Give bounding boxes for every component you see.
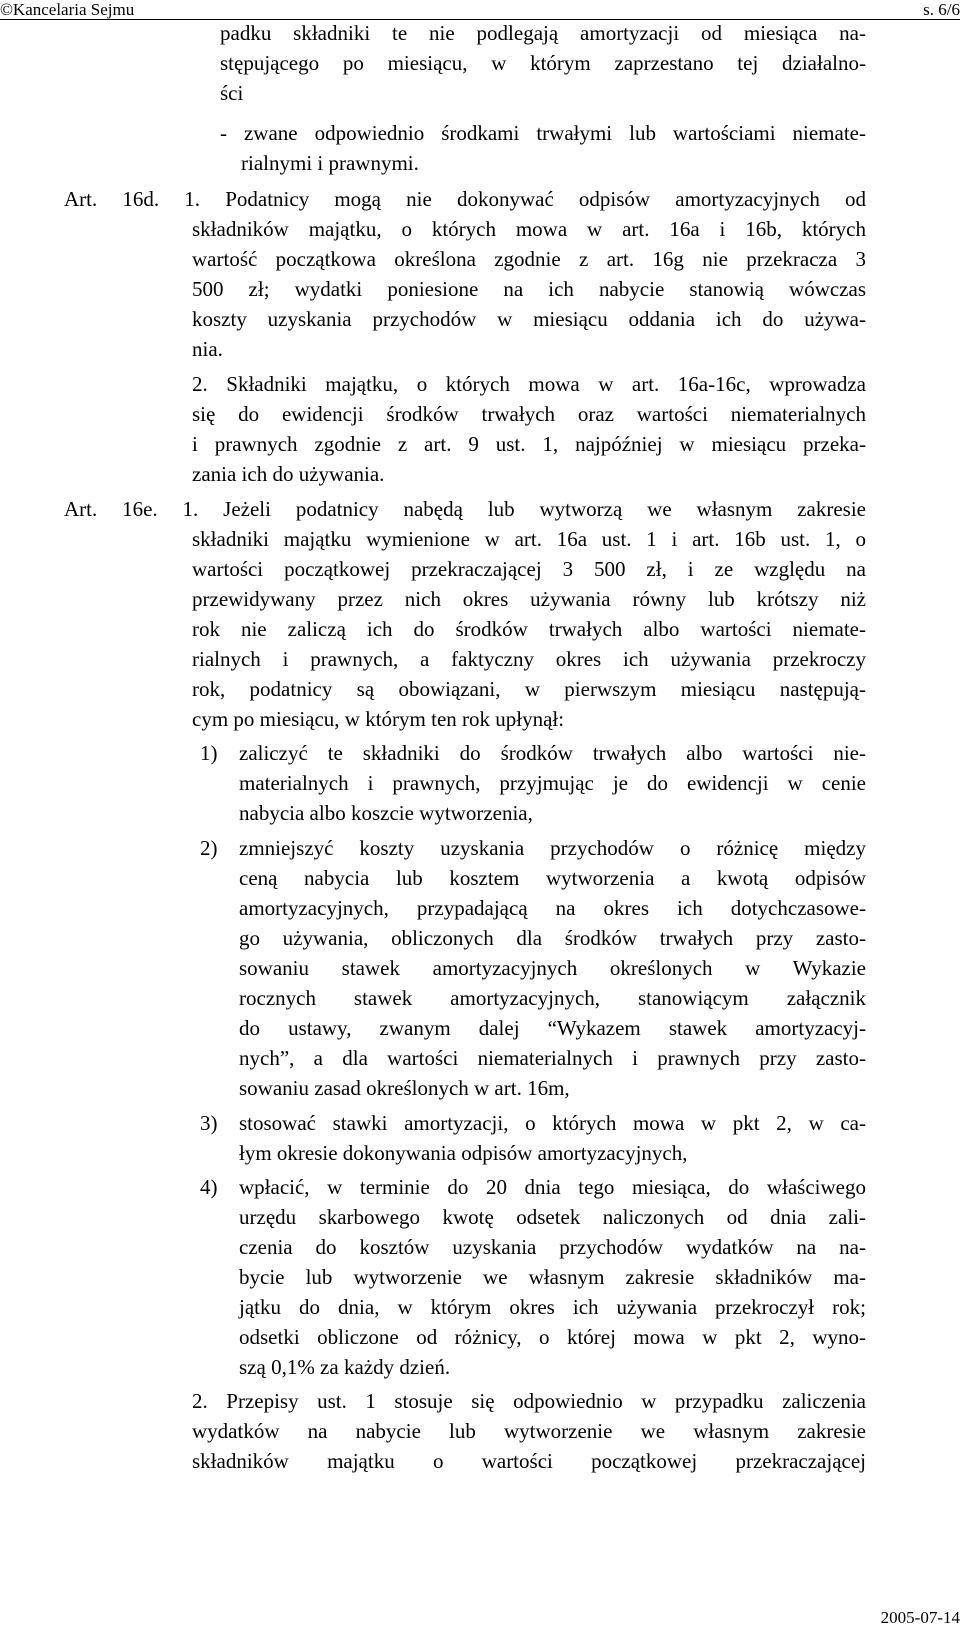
list-item-line: nabycia albo koszcie wytworzenia, <box>239 801 533 825</box>
art16e-p2-line: składników majątku o wartości początkowej przekraczającej <box>192 1449 866 1473</box>
zwane-line: rialnymi i prawnymi. <box>241 151 419 175</box>
list-item-line: amortyzacyjnych, przypadającą na okres ich dotychczasowe- <box>239 896 866 920</box>
list-item-line: zaliczyć te składniki do środków trwałych albo wartości nie- <box>239 741 866 765</box>
intro-line: padku składniki te nie podlegają amortyzacji od miesiąca na- <box>220 21 866 45</box>
list-item-line: do ustawy, zwanym dalej “Wykazem stawek amortyzacyj- <box>239 1016 866 1040</box>
page-header <box>0 0 960 19</box>
list-item-line: czenia do kosztów uzyskania przychodów wydatków na na- <box>239 1235 866 1259</box>
art16e-p1-line: składniki majątku wymienione w art. 16a ust. 1 i art. 16b ust. 1, o <box>192 527 866 551</box>
art16d-p1-line: koszty uzyskania przychodów w miesiącu oddania ich do używa- <box>192 307 866 331</box>
list-item-line: wpłacić, w terminie do 20 dnia tego miesiąca, do właściwego <box>239 1175 866 1199</box>
art16e-p1-line: przewidywany przez nich okres używania równy lub krótszy niż <box>192 587 866 611</box>
list-item-line: sowaniu stawek amortyzacyjnych określonych w Wykazie <box>239 956 866 980</box>
list-item-line: go używania, obliczonych dla środków trwałych przy zasto- <box>239 926 866 950</box>
list-item-number: 1) <box>200 741 218 765</box>
list-item-number: 3) <box>200 1111 218 1135</box>
art16e-p1-line: rok nie zaliczą ich do środków trwałych albo wartości niemate- <box>192 617 866 641</box>
list-item-line: jątku do dnia, w którym okres ich używania przekroczył rok; <box>239 1295 866 1319</box>
page-number: s. 6/6 <box>923 0 960 19</box>
art16d-p1-line: nia. <box>192 337 223 361</box>
zwane-line: - zwane odpowiednio środkami trwałymi lub wartościami niemate- <box>220 121 866 145</box>
list-item-line: bycie lub wytworzenie we własnym zakresie składników ma- <box>239 1265 866 1289</box>
art16e-p2-line: 2. Przepisy ust. 1 stosuje się odpowiednio w przypadku zaliczenia <box>192 1389 866 1413</box>
list-item-line: ceną nabycia lub kosztem wytworzenia a kwotą odpisów <box>239 866 866 890</box>
intro-line: ści <box>220 81 244 105</box>
list-item-line: rocznych stawek amortyzacyjnych, stanowiącym załącznik <box>239 986 866 1010</box>
art16e-p1-line: wartości początkowej przekraczającej 3 500 zł, i ze względu na <box>192 557 866 581</box>
art16e-p2-line: wydatków na nabycie lub wytworzenie we własnym zakresie <box>192 1419 866 1443</box>
list-item-line: materialnych i prawnych, przyjmując je do ewidencji w cenie <box>239 771 866 795</box>
list-item-line: sowaniu zasad określonych w art. 16m, <box>239 1076 570 1100</box>
art16e-p1-line: cym po miesiącu, w którym ten rok upłynął: <box>192 707 565 731</box>
list-item-number: 4) <box>200 1175 218 1199</box>
list-item-number: 2) <box>200 836 218 860</box>
footer-date: 2005-07-14 <box>880 1608 960 1627</box>
art16d-p1-line: 500 zł; wydatki poniesione na ich nabycie stanowią wówczas <box>192 277 866 301</box>
art16d-p1-line: składników majątku, o których mowa w art. 16a i 16b, których <box>192 217 866 241</box>
list-item-line: szą 0,1% za każdy dzień. <box>239 1355 451 1379</box>
art16d-p2-line: zania ich do używania. <box>192 462 385 486</box>
art16d-p1-line: wartość początkowa określona zgodnie z art. 16g nie przekracza 3 <box>192 247 866 271</box>
source-label: ©Kancelaria Sejmu <box>0 0 135 19</box>
art16d-p1-line: Art. 16d. 1. Podatnicy mogą nie dokonywać odpisów amortyzacyjnych od <box>64 187 866 211</box>
intro-line: stępującego po miesiącu, w którym zaprzestano tej działalno- <box>220 51 866 75</box>
art16e-p1-line: rok, podatnicy są obowiązani, w pierwszym miesiącu następują- <box>192 677 866 701</box>
list-item-line: urzędu skarbowego kwotę odsetek naliczonych od dnia zali- <box>239 1205 866 1229</box>
art16e-p1-line: rialnych i prawnych, a faktyczny okres ich używania przekroczy <box>192 647 866 671</box>
list-item-line: odsetki obliczone od różnicy, o której mowa w pkt 2, wyno- <box>239 1325 866 1349</box>
art16e-p1-line: Art. 16e. 1. Jeżeli podatnicy nabędą lub wytworzą we własnym zakresie <box>64 497 866 521</box>
art16d-p2-line: 2. Składniki majątku, o których mowa w art. 16a-16c, wprowadza <box>192 372 866 396</box>
list-item-line: zmniejszyć koszty uzyskania przychodów o różnicę między <box>239 836 866 860</box>
list-item-line: stosować stawki amortyzacji, o których mowa w pkt 2, w ca- <box>239 1111 866 1135</box>
list-item-line: nych”, a dla wartości niematerialnych i prawnych przy zasto- <box>239 1046 866 1070</box>
list-item-line: łym okresie dokonywania odpisów amortyzacyjnych, <box>239 1141 688 1165</box>
art16d-p2-line: i prawnych zgodnie z art. 9 ust. 1, najpóźniej w miesiącu przeka- <box>192 432 866 456</box>
art16d-p2-line: się do ewidencji środków trwałych oraz wartości niematerialnych <box>192 402 866 426</box>
